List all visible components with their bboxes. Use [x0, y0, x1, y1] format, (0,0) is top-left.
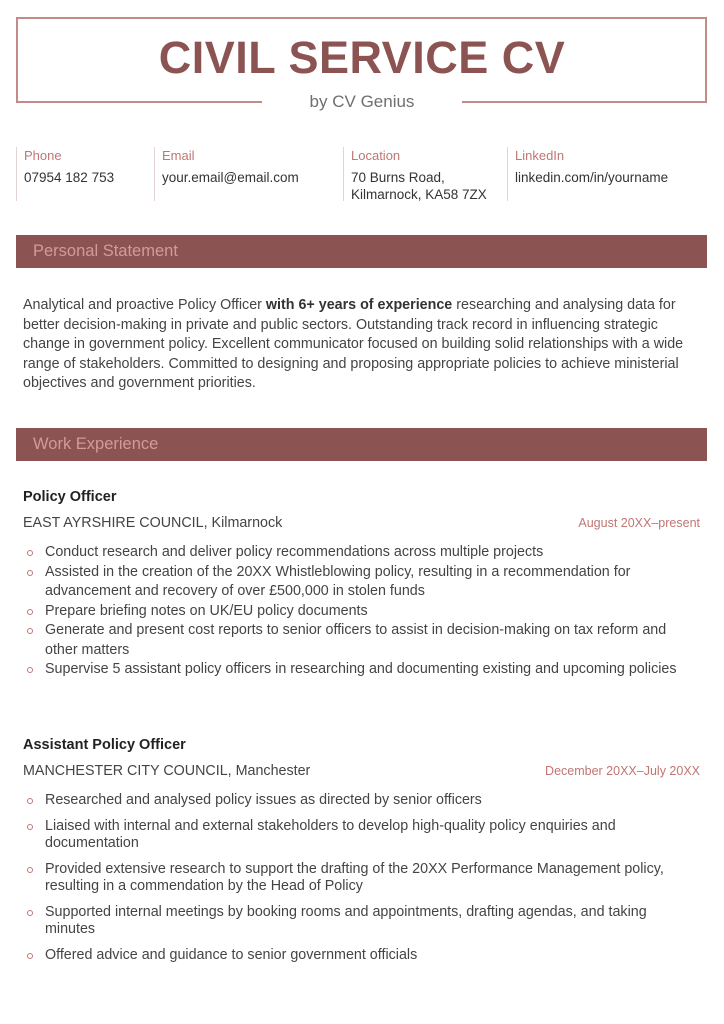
personal-statement	[23, 296, 693, 394]
contact-label: Email	[162, 148, 195, 163]
bullet-text: Researched and analysed policy issues as directed by senior officers	[45, 792, 482, 808]
contact-label: LinkedIn	[515, 148, 565, 163]
job-dates: December 20XX–July 20XX	[545, 764, 700, 778]
bullet-text: Prepare briefing notes on UK/EU policy documents	[45, 602, 368, 619]
byline	[0, 92, 724, 112]
contact-label: Location	[351, 148, 401, 163]
contact-value	[351, 169, 507, 203]
list-item	[25, 563, 690, 602]
list-item	[25, 904, 690, 938]
contact-value[interactable]: 07954 182 753	[24, 170, 115, 185]
circle-bullet-icon	[27, 570, 33, 576]
section-header-work-experience: Work Experience	[16, 428, 707, 461]
bullet-text: Supervise 5 assistant policy officers in researching and documenting existing and upcoming policies	[45, 661, 677, 677]
byline-text: by CV Genius	[262, 92, 463, 111]
contact-value-line: Kilmarnock, KA58 7ZX	[351, 187, 487, 202]
list-item	[25, 602, 690, 622]
job-title: Policy Officer	[23, 489, 117, 505]
circle-bullet-icon	[27, 667, 33, 673]
bullet-text: Assisted in the creation of the 20XX Whistleblowing policy, resulting in a recommendation for advancement and recovery of over £500,000 in stolen funds	[45, 563, 631, 599]
list-item	[25, 660, 690, 680]
contact-value[interactable]: your.email@email.com	[162, 170, 299, 185]
contact-phone	[16, 147, 154, 201]
circle-bullet-icon	[27, 867, 33, 873]
job-bullets	[25, 543, 690, 680]
list-item	[25, 818, 690, 852]
bullet-text: Offered advice and guidance to senior government officials	[45, 947, 418, 963]
statement-text: researching and analysing data for better decision-making in private and public sectors. Outstanding track record in influencing strategic change in government policy. Excellent communicator focused on building solid relationships with a wide range of stakeholders. Committed to designing and proposing appropriate policies to achieve ministerial objectives and government priorities.	[23, 297, 684, 391]
list-item	[25, 861, 690, 895]
employer: EAST AYRSHIRE COUNCIL, Kilmarnock	[23, 515, 283, 531]
contact-email	[154, 147, 343, 201]
circle-bullet-icon	[27, 550, 33, 556]
employer: MANCHESTER CITY COUNCIL, Manchester	[23, 763, 311, 779]
cv-title: CIVIL SERVICE CV	[158, 32, 566, 83]
circle-bullet-icon	[27, 628, 33, 634]
circle-bullet-icon	[27, 910, 33, 916]
job-dates: August 20XX–present	[578, 516, 700, 530]
contact-value[interactable]: linkedin.com/in/yourname	[515, 170, 669, 185]
contact-linkedin	[507, 147, 707, 201]
contact-label: Phone	[24, 148, 62, 163]
section-header-personal-statement: Personal Statement	[16, 235, 707, 268]
statement-highlight: with 6+ years of experience	[265, 297, 453, 313]
bullet-text: Supported internal meetings by booking rooms and appointments, drafting agendas, and taking minutes	[45, 904, 647, 937]
list-item	[25, 947, 690, 964]
circle-bullet-icon	[27, 609, 33, 615]
list-item	[25, 792, 690, 809]
job-title: Assistant Policy Officer	[23, 737, 186, 753]
bullet-text: Generate and present cost reports to senior officers to assist in decision-making on tax reform and other matters	[45, 622, 667, 658]
job-bullets	[25, 792, 690, 973]
contact-value-line: 70 Burns Road,	[351, 170, 445, 185]
list-item	[25, 621, 690, 660]
statement-text: Analytical and proactive Policy Officer	[23, 297, 266, 313]
bullet-text: Liaised with internal and external stakeholders to develop high-quality policy enquiries and documentation	[45, 818, 616, 851]
bullet-text: Conduct research and deliver policy recommendations across multiple projects	[45, 544, 544, 560]
contact-location	[343, 147, 507, 201]
circle-bullet-icon	[27, 824, 33, 830]
bullet-text: Provided extensive research to support the drafting of the 20XX Performance Management policy, resulting in a commendation by the Head of Policy	[45, 861, 664, 894]
list-item	[25, 543, 690, 563]
circle-bullet-icon	[27, 798, 33, 804]
circle-bullet-icon	[27, 953, 33, 959]
